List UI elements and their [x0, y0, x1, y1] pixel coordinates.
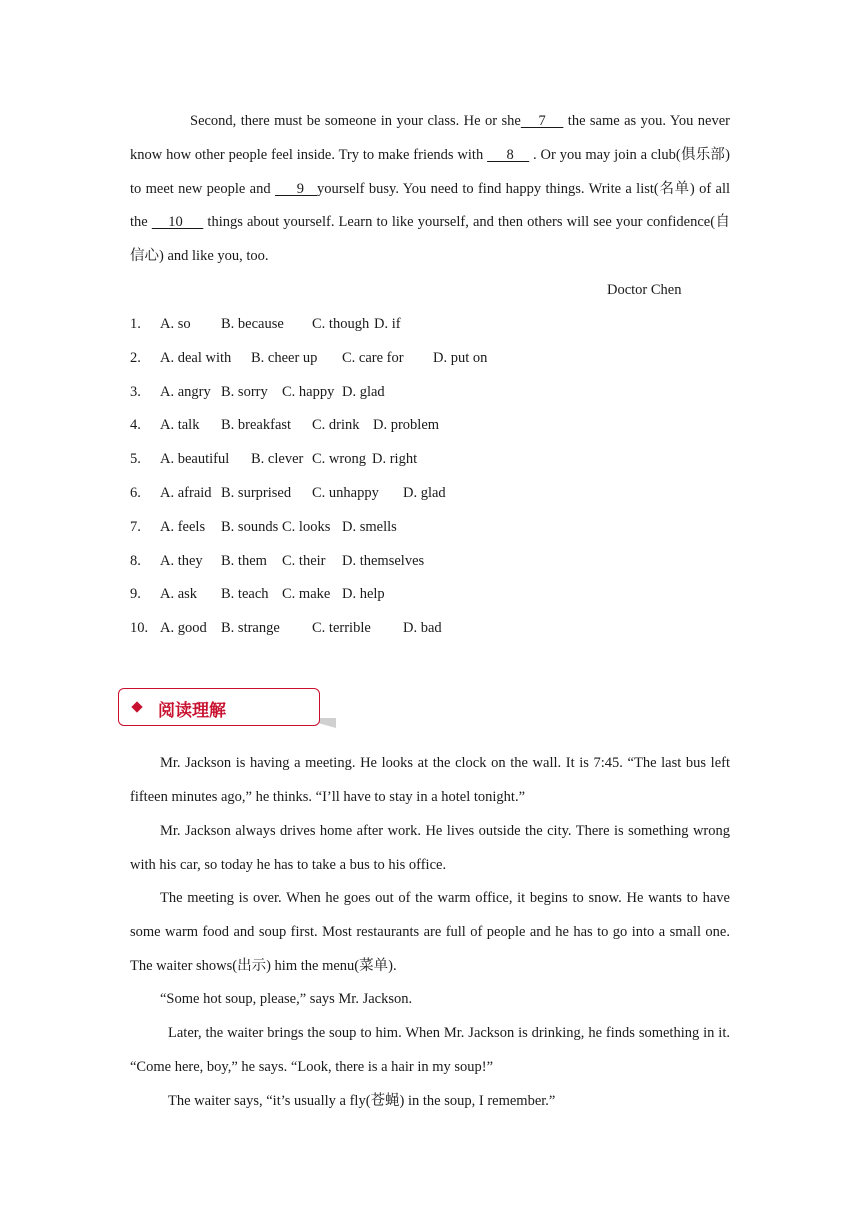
option-b: B. sounds	[221, 518, 279, 535]
option-c: C. happy	[282, 383, 335, 400]
option-a: A. beautiful	[160, 451, 230, 468]
option-d: D. if	[374, 316, 401, 332]
question-number: 2.	[130, 349, 141, 366]
reading-paragraph: Later, the waiter brings the soup to him. When Mr. Jackson is drinking, he finds something in it. “Come here, boy,” he says. “Look, there is a hair in my soup!”	[130, 1025, 730, 1075]
reading-paragraph: The meeting is over. When he goes out of the warm office, it begins to snow. He wants to have some warm food and soup first. Most restaurants are full of people and he has to go into a small one. The waiter shows(出示) him the menu(菜单).	[130, 890, 730, 974]
question-number: 5.	[130, 451, 141, 468]
option-c: C. though	[312, 316, 370, 332]
cloze-text: . Or you may join a club(俱乐部) to meet new people and	[130, 146, 731, 197]
option-a: A. talk	[160, 417, 200, 434]
option-b: B. them	[221, 552, 267, 569]
diamond-icon	[131, 701, 142, 712]
reading-paragraph: Mr. Jackson is having a meeting. He looks at the clock on the wall. It is 7:45. “The last bus left fifteen minutes ago,” he thinks. “I’ll have to stay in a hotel tonight.”	[130, 755, 730, 805]
option-b: B. teach	[221, 586, 269, 603]
option-c: C. wrong	[312, 451, 366, 468]
cloze-text: things about yourself. Learn to like yourself, and then others will see your confidence(自信心) and like you, too.	[130, 214, 731, 265]
option-b: B. cheer up	[251, 349, 318, 366]
option-d: D. help	[342, 586, 385, 603]
option-d: D. smells	[342, 518, 397, 535]
option-b: B. clever	[251, 451, 304, 468]
option-c: C. make	[282, 586, 331, 603]
cloze-text: Second, there must be someone in your class. He or she	[190, 113, 521, 129]
option-a: A. good	[160, 620, 207, 637]
blank-8: 8	[487, 146, 530, 163]
option-a: A. feels	[160, 518, 206, 535]
question-number: 3.	[130, 383, 141, 400]
option-c: C. drink	[312, 417, 360, 434]
question-number: 8.	[130, 552, 141, 569]
reading-paragraph: “Some hot soup, please,” says Mr. Jackson.	[160, 991, 413, 1007]
option-d: D. right	[372, 451, 418, 468]
question-number: 6.	[130, 484, 141, 501]
cloze-paragraph	[130, 105, 730, 274]
option-a: A. so	[160, 316, 191, 332]
reading-paragraph: Mr. Jackson always drives home after work. He lives outside the city. There is something wrong with his car, so today he has to take a bus to his office.	[130, 823, 730, 873]
section-header	[118, 688, 320, 726]
option-d: D. glad	[403, 484, 446, 501]
option-b: B. surprised	[221, 484, 292, 501]
option-a: A. afraid	[160, 484, 212, 501]
option-a: A. ask	[160, 586, 198, 603]
option-a: A. deal with	[160, 349, 232, 366]
question-number: 9.	[130, 586, 141, 603]
signature: Doctor Chen	[607, 282, 682, 298]
question-number: 7.	[130, 518, 141, 535]
option-d: D. put on	[433, 349, 488, 366]
option-c: C. their	[282, 552, 326, 569]
option-d: D. problem	[373, 417, 440, 434]
option-d: D. glad	[342, 383, 385, 400]
option-a: A. they	[160, 552, 203, 569]
reading-paragraph: The waiter says, “it’s usually a fly(苍蝇) in the soup, I remember.”	[168, 1093, 556, 1109]
option-b: B. sorry	[221, 383, 268, 400]
option-b: B. strange	[221, 620, 280, 637]
question-number: 10.	[130, 620, 149, 637]
option-b: B. because	[221, 316, 284, 332]
blank-9: 9	[274, 180, 317, 197]
question-number: 4.	[130, 417, 141, 434]
blank-7: 7	[520, 113, 564, 129]
option-c: C. looks	[282, 518, 331, 535]
option-b: B. breakfast	[221, 417, 292, 434]
option-c: C. terrible	[312, 620, 371, 637]
cloze-text: yourself busy. You need to find happy things. Write a list(名单) of all the	[130, 180, 731, 231]
section-title: 阅读理解	[158, 701, 226, 721]
cloze-text: the same as you. You never know how other people feel inside. Try to make friends with	[130, 113, 730, 163]
blank-10: 10	[151, 214, 204, 231]
option-c: C. unhappy	[312, 484, 379, 501]
option-c: C. care for	[342, 349, 404, 366]
option-a: A. angry	[160, 383, 211, 400]
question-number: 1.	[130, 316, 141, 332]
option-d: D. themselves	[342, 552, 425, 569]
option-d: D. bad	[403, 620, 442, 637]
